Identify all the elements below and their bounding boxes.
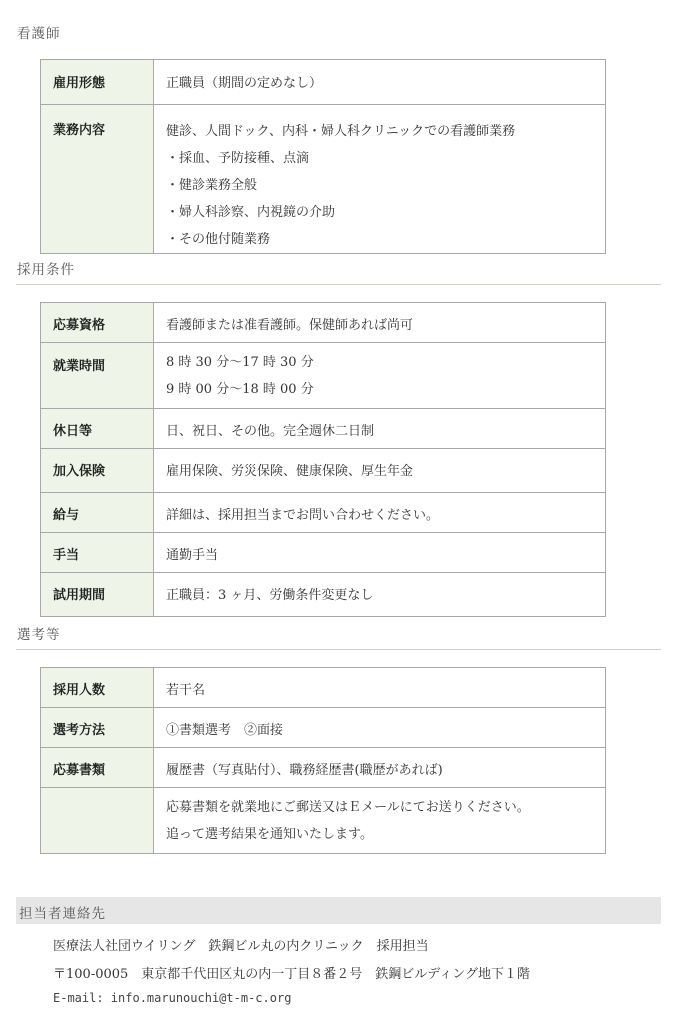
row-label-holidays: 休日等 — [41, 409, 154, 449]
row-value-documents: 履歴書（写真貼付）、職務経歴書(職歴があれば) — [154, 748, 606, 788]
contact-organization: 医療法人社団ウイリング 鉄鋼ビル丸の内クリニック 採用担当 — [53, 939, 429, 954]
table-row — [41, 449, 606, 493]
row-label-duties: 業務内容 — [41, 105, 154, 254]
section-divider — [16, 649, 661, 650]
row-label-headcount: 採用人数 — [41, 668, 154, 708]
row-value-duties: 健診、人間ドック、内科・婦人科クリニックでの看護師業務 ・採血、予防接種、点滴 ・健診業務全般 ・婦人科診察、内視鏡の介助 ・その他付随業務 — [154, 105, 606, 254]
row-value-selection-method: ①書類選考 ②面接 — [154, 708, 606, 748]
section-divider — [16, 284, 661, 285]
table-row — [41, 60, 606, 105]
section-heading-conditions: 採用条件 — [17, 262, 75, 278]
row-label-qualification: 応募資格 — [41, 303, 154, 343]
section-heading-selection: 選考等 — [17, 627, 61, 643]
row-value-salary: 詳細は、採用担当までお問い合わせください。 — [154, 493, 606, 533]
row-value-working-hours: 8 時 30 分〜17 時 30 分 9 時 00 分〜18 時 00 分 — [154, 343, 606, 409]
row-value-submission-note: 応募書類を就業地にご郵送又はＥメールにてお送りください。 追って選考結果を通知いたします。 — [154, 788, 606, 854]
row-value-headcount: 若干名 — [154, 668, 606, 708]
contact-address: 〒100-0005 東京都千代田区丸の内一丁目８番２号 鉄鋼ビルディング地下１階 — [53, 967, 530, 982]
table-row — [41, 573, 606, 617]
table-row — [41, 748, 606, 788]
row-value-holidays: 日、祝日、その他。完全週休二日制 — [154, 409, 606, 449]
row-value-employment-type: 正職員（期間の定めなし） — [154, 60, 606, 105]
row-value-insurance: 雇用保険、労災保険、健康保険、厚生年金 — [154, 449, 606, 493]
selection-table — [40, 667, 606, 854]
job-table — [40, 59, 606, 254]
table-row — [41, 708, 606, 748]
row-label-empty — [41, 788, 154, 854]
row-value-trial-period: 正職員：3 ヶ月、労働条件変更なし — [154, 573, 606, 617]
row-value-allowance: 通勤手当 — [154, 533, 606, 573]
section-heading-job: 看護師 — [17, 26, 61, 42]
conditions-table — [40, 302, 606, 617]
contact-header-bar — [16, 897, 661, 924]
table-row — [41, 105, 606, 254]
row-label-salary: 給与 — [41, 493, 154, 533]
row-label-allowance: 手当 — [41, 533, 154, 573]
table-row — [41, 668, 606, 708]
table-row — [41, 303, 606, 343]
table-row — [41, 533, 606, 573]
row-label-working-hours: 就業時間 — [41, 343, 154, 409]
contact-heading: 担当者連絡先 — [19, 906, 106, 922]
row-label-documents: 応募書類 — [41, 748, 154, 788]
table-row — [41, 788, 606, 854]
row-label-employment-type: 雇用形態 — [41, 60, 154, 105]
table-row — [41, 343, 606, 409]
table-row — [41, 409, 606, 449]
row-label-trial-period: 試用期間 — [41, 573, 154, 617]
table-row — [41, 493, 606, 533]
row-label-selection-method: 選考方法 — [41, 708, 154, 748]
row-label-insurance: 加入保険 — [41, 449, 154, 493]
contact-email[interactable]: E-mail: info.marunouchi@t-m-c.org — [53, 991, 292, 1005]
row-value-qualification: 看護師または准看護師。保健師あれば尚可 — [154, 303, 606, 343]
